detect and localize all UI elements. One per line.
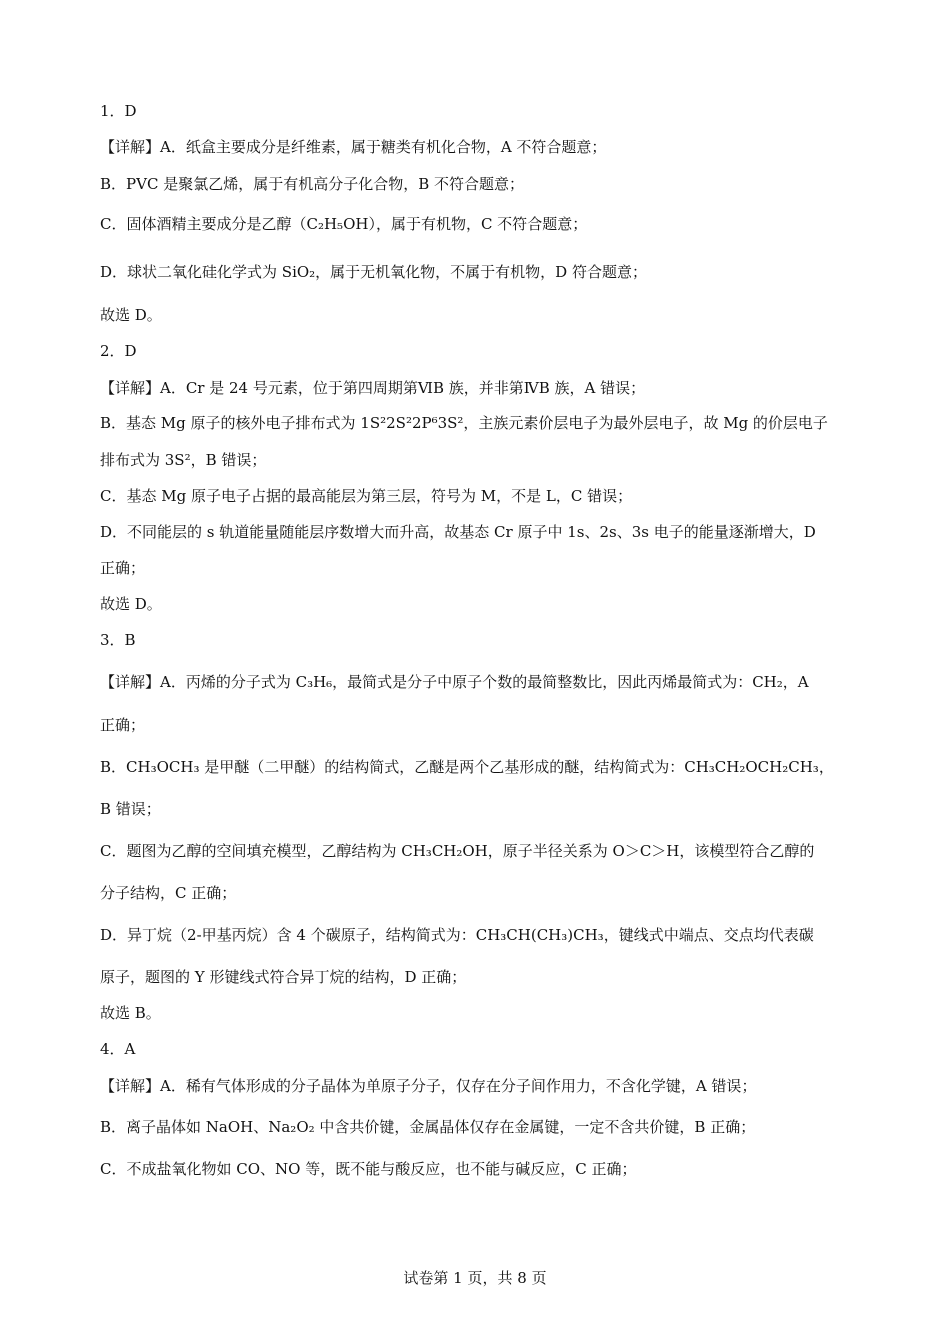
answer-1-conclusion: 故选 D。	[100, 306, 162, 324]
page-footer: 试卷第 1 页，共 8 页	[403, 1269, 547, 1287]
answer-4-detail-b: B．离子晶体如 NaOH、Na₂O₂ 中含共价键，金属晶体仅存在金属键，一定不含共价键，B 正确；	[100, 1118, 756, 1136]
answer-2-detail-a: 【详解】A．Cr 是 24 号元素，位于第四周期第ⅥB 族，并非第ⅣB 族，A 错误；	[100, 379, 646, 397]
answer-4-detail-c: C．不成盐氧化物如 CO、NO 等，既不能与酸反应，也不能与碱反应，C 正确；	[100, 1160, 637, 1178]
answer-3-detail-c-cont: 分子结构，C 正确；	[100, 884, 237, 902]
answer-3-heading: 3．B	[100, 631, 136, 649]
answer-4-detail-a: 【详解】A．稀有气体形成的分子晶体为单原子分子，仅存在分子间作用力，不含化学键，A 错误；	[100, 1077, 757, 1095]
answer-3-conclusion: 故选 B。	[100, 1004, 161, 1022]
answer-2-detail-d: D．不同能层的 s 轨道能量随能层序数增大而升高，故基态 Cr 原子中 1s、2s、3s 电子的能量逐渐增大，D	[100, 523, 816, 541]
answer-1-detail-b: B．PVC 是聚氯乙烯，属于有机高分子化合物，B 不符合题意；	[100, 175, 524, 193]
answer-2-detail-d-cont: 正确；	[100, 559, 146, 577]
answer-2-conclusion: 故选 D。	[100, 595, 162, 613]
answer-3-detail-b: B．CH₃OCH₃ 是甲醚（二甲醚）的结构简式，乙醚是两个乙基形成的醚，结构简式为：CH₃CH₂OCH₂CH₃，	[100, 758, 834, 776]
answer-3-detail-d-cont: 原子，题图的 Y 形键线式符合异丁烷的结构，D 正确；	[100, 968, 467, 986]
answer-4-heading: 4．A	[100, 1040, 136, 1058]
answer-3-detail-b-cont: B 错误；	[100, 800, 161, 818]
answer-2-detail-b: B．基态 Mg 原子的核外电子排布式为 1S²2S²2P⁶3S²，主族元素价层电子为最外层电子，故 Mg 的价层电子	[100, 414, 828, 432]
answer-1-heading: 1．D	[100, 102, 137, 120]
answer-2-detail-c: C．基态 Mg 原子电子占据的最高能层为第三层，符号为 M，不是 L，C 错误；	[100, 487, 633, 505]
answer-3-detail-a-cont: 正确；	[100, 716, 146, 734]
answer-1-detail-a: 【详解】A．纸盒主要成分是纤维素，属于糖类有机化合物，A 不符合题意；	[100, 138, 607, 156]
answer-2-heading: 2．D	[100, 342, 137, 360]
answer-1-detail-c: C．固体酒精主要成分是乙醇（C₂H₅OH），属于有机物，C 不符合题意；	[100, 215, 588, 233]
answer-3-detail-c: C．题图为乙醇的空间填充模型，乙醇结构为 CH₃CH₂OH，原子半径关系为 O＞C＞H，该模型符合乙醇的	[100, 842, 815, 860]
answer-2-detail-b-cont: 排布式为 3S²，B 错误；	[100, 451, 267, 469]
answer-3-detail-d: D．异丁烷（2-甲基丙烷）含 4 个碳原子，结构简式为：CH₃CH(CH₃)CH₃，键线式中端点、交点均代表碳	[100, 926, 814, 944]
answer-3-detail-a: 【详解】A．丙烯的分子式为 C₃H₆，最简式是分子中原子个数的最简整数比，因此丙烯最简式为：CH₂，A	[100, 673, 809, 691]
answer-1-detail-d: D．球状二氧化硅化学式为 SiO₂，属于无机氧化物，不属于有机物，D 符合题意；	[100, 263, 647, 281]
